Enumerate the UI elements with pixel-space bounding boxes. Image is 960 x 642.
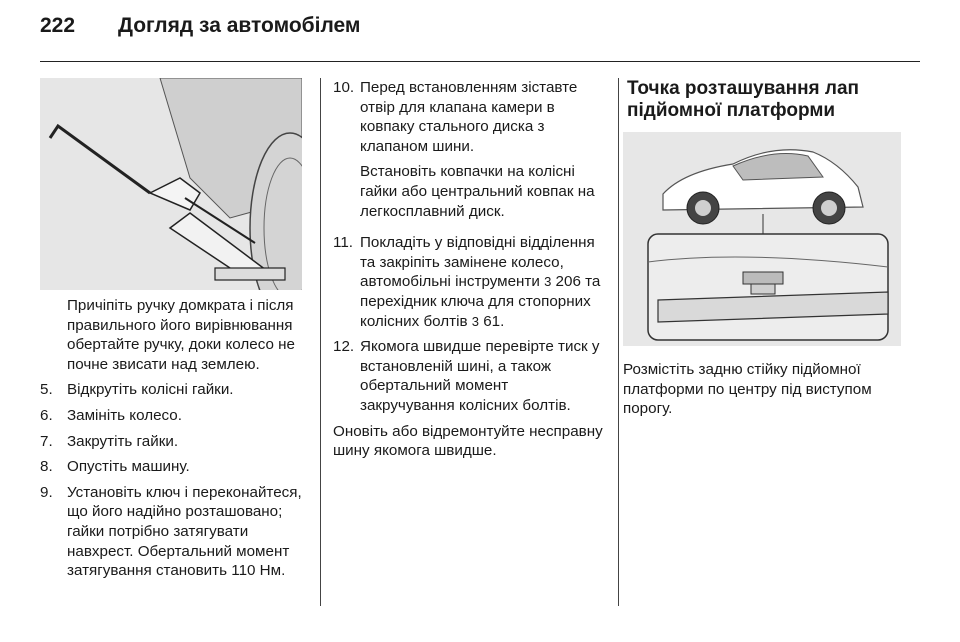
jack-illustration [40,78,302,290]
page-ref-arrow-icon: 3 [544,274,552,290]
list-item: 7. Закрутіть гайки. [40,432,179,450]
column-divider-1 [320,78,321,606]
header-rule [40,61,920,62]
section-heading: Точка розташування лап підйомної платформи [627,78,860,121]
page-number: 222 [40,14,76,37]
car-lift-point-drawing [623,132,901,346]
column-2 [333,78,605,461]
step-10-note: Встановіть ковпачки на колісні гайки або центральний ковпак на легкосплавний диск. [360,163,595,220]
list-item: 6. Замініть колесо. [40,406,182,424]
page-header [40,14,360,38]
jack-caption: Причіпіть ручку домкрата і після правильного його вирівнювання обертайте ручку, доки колесо не почне звисати над землею. [67,297,295,373]
closing-paragraph: Оновіть або відремонтуйте несправну шину якомога швидше. [333,422,603,460]
list-item: 10. Перед встановленням зіставте отвір для клапана камери в ковпаку стального диска з клапаном шини. [333,79,578,155]
steps-list-1 [40,380,302,580]
steps-list-2 [333,78,605,156]
lift-point-illustration [623,132,901,346]
lift-point-paragraph: Розмістіть задню стійку підйомної платформи по центру під виступом порогу. [623,361,872,418]
list-item: 5. Відкрутіть колісні гайки. [40,381,234,399]
column-3 [623,78,905,419]
page-ref[interactable]: 206 [555,273,581,291]
list-item: 8. Опустіть машину. [40,458,190,476]
list-item: 12. Якомога швидше перевірте тиск у встановленій шині, а також обертальний момент закручування колісних болтів. [333,338,600,414]
page-ref[interactable]: 61 [483,312,501,330]
steps-list-3 [333,233,605,415]
page-ref-arrow-icon: 3 [471,313,479,329]
page-title: Догляд за автомобілем [118,14,361,37]
list-item: 9. Установіть ключ і переконайтеся, що його надійно розташовано; гайки потрібно затягувати навхрест. Обертальний момент затягування становить 110 Нм. [40,483,302,580]
column-1 [40,78,302,587]
jack-handle-wheel-drawing [40,78,302,290]
list-item: 11. Покладіть у відповідні відділення та закріпіть замінене колесо, автомобільні інструменти 3 206 та перехідник ключа для стопорних колісних болтів 3 61. [333,234,601,330]
column-divider-2 [618,78,619,606]
